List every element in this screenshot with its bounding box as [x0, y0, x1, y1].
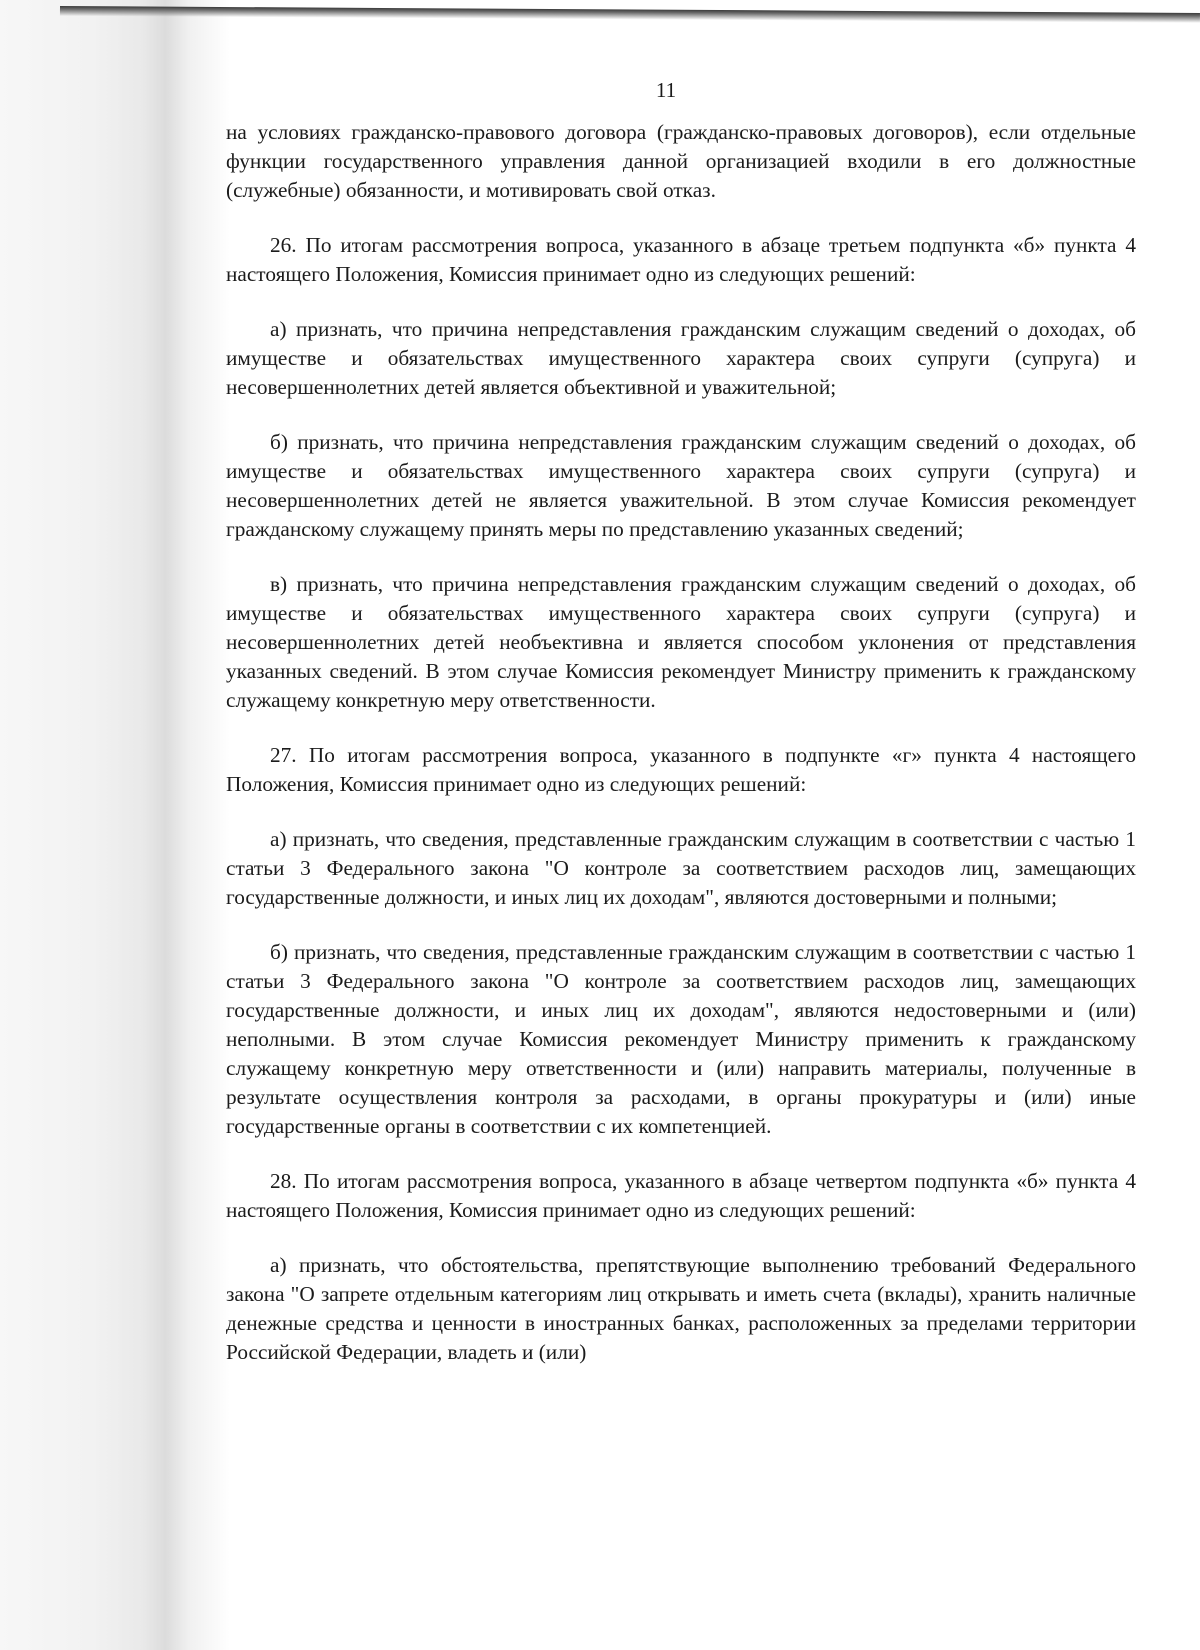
- page-number: 11: [655, 78, 677, 102]
- paragraph-clause-27: 27. По итогам рассмотрения вопроса, указанного в подпункте «г» пункта 4 настоящего Положения, Комиссия принимает одно из следующих решений:: [226, 743, 1136, 796]
- scan-binding-shadow: [0, 0, 230, 1650]
- document-page: [226, 0, 1136, 1650]
- paragraph-clause-28-a: а) признать, что обстоятельства, препятствующие выполнению требований Федерального закона "О запрете отдельным категориям лиц открывать и иметь счета (вклады), хранить наличные денежные средства и ценности в иностранных банках, расположенных за пределами территории Российской Федерации, владеть и (или): [226, 1253, 1136, 1364]
- document-body: [226, 118, 1136, 1393]
- paragraph-clause-28: 28. По итогам рассмотрения вопроса, указанного в абзаце четвертом подпункта «б» пункта 4 настоящего Положения, Комиссия принимает одно из следующих решений:: [226, 1169, 1136, 1222]
- paragraph-clause-26-b: б) признать, что причина непредставления гражданским служащим сведений о доходах, об имуществе и обязательствах имущественного характера своих супруги (супруга) и несовершеннолетних детей не является уважительной. В этом случае Комиссия рекомендует гражданскому служащему принять меры по представлению указанных сведений;: [226, 430, 1136, 541]
- paragraph-clause-27-a: а) признать, что сведения, представленные гражданским служащим в соответствии с частью 1 статьи 3 Федерального закона "О контроле за соответствием расходов лиц, замещающих государственные должности, и иных лиц их доходам", являются достоверными и полными;: [226, 827, 1136, 909]
- paragraph-clause-26-v: в) признать, что причина непредставления гражданским служащим сведений о доходах, об имуществе и обязательствах имущественного характера своих супруги (супруга) и несовершеннолетних детей необъективна и является способом уклонения от представления указанных сведений. В этом случае Комиссия рекомендует Министру применить к гражданскому служащему конкретную меру ответственности.: [226, 572, 1136, 712]
- paragraph-clause-26-a: а) признать, что причина непредставления гражданским служащим сведений о доходах, об имуществе и обязательствах имущественного характера своих супруги (супруга) и несовершеннолетних детей является объективной и уважительной;: [226, 317, 1136, 399]
- paragraph-continuation: на условиях гражданско-правового договора (гражданско-правовых договоров), если отдельные функции государственного управления данной организацией входили в его должностные (служебные) обязанности, и мотивировать свой отказ.: [226, 120, 1136, 202]
- paragraph-clause-27-b: б) признать, что сведения, представленные гражданским служащим в соответствии с частью 1 статьи 3 Федерального закона "О контроле за соответствием расходов лиц, замещающих государственные должности, и иных лиц их доходам", являются недостоверными и (или) неполными. В этом случае Комиссия рекомендует Министру применить к гражданскому служащему конкретную меру ответственности и (или) направить материалы, полученные в результате осуществления контроля за расходами, в органы прокуратуры и (или) иные государственные органы в соответствии с их компетенцией.: [226, 940, 1136, 1138]
- paragraph-clause-26: 26. По итогам рассмотрения вопроса, указанного в абзаце третьем подпункта «б» пункта 4 настоящего Положения, Комиссия принимает одно из следующих решений:: [226, 233, 1136, 286]
